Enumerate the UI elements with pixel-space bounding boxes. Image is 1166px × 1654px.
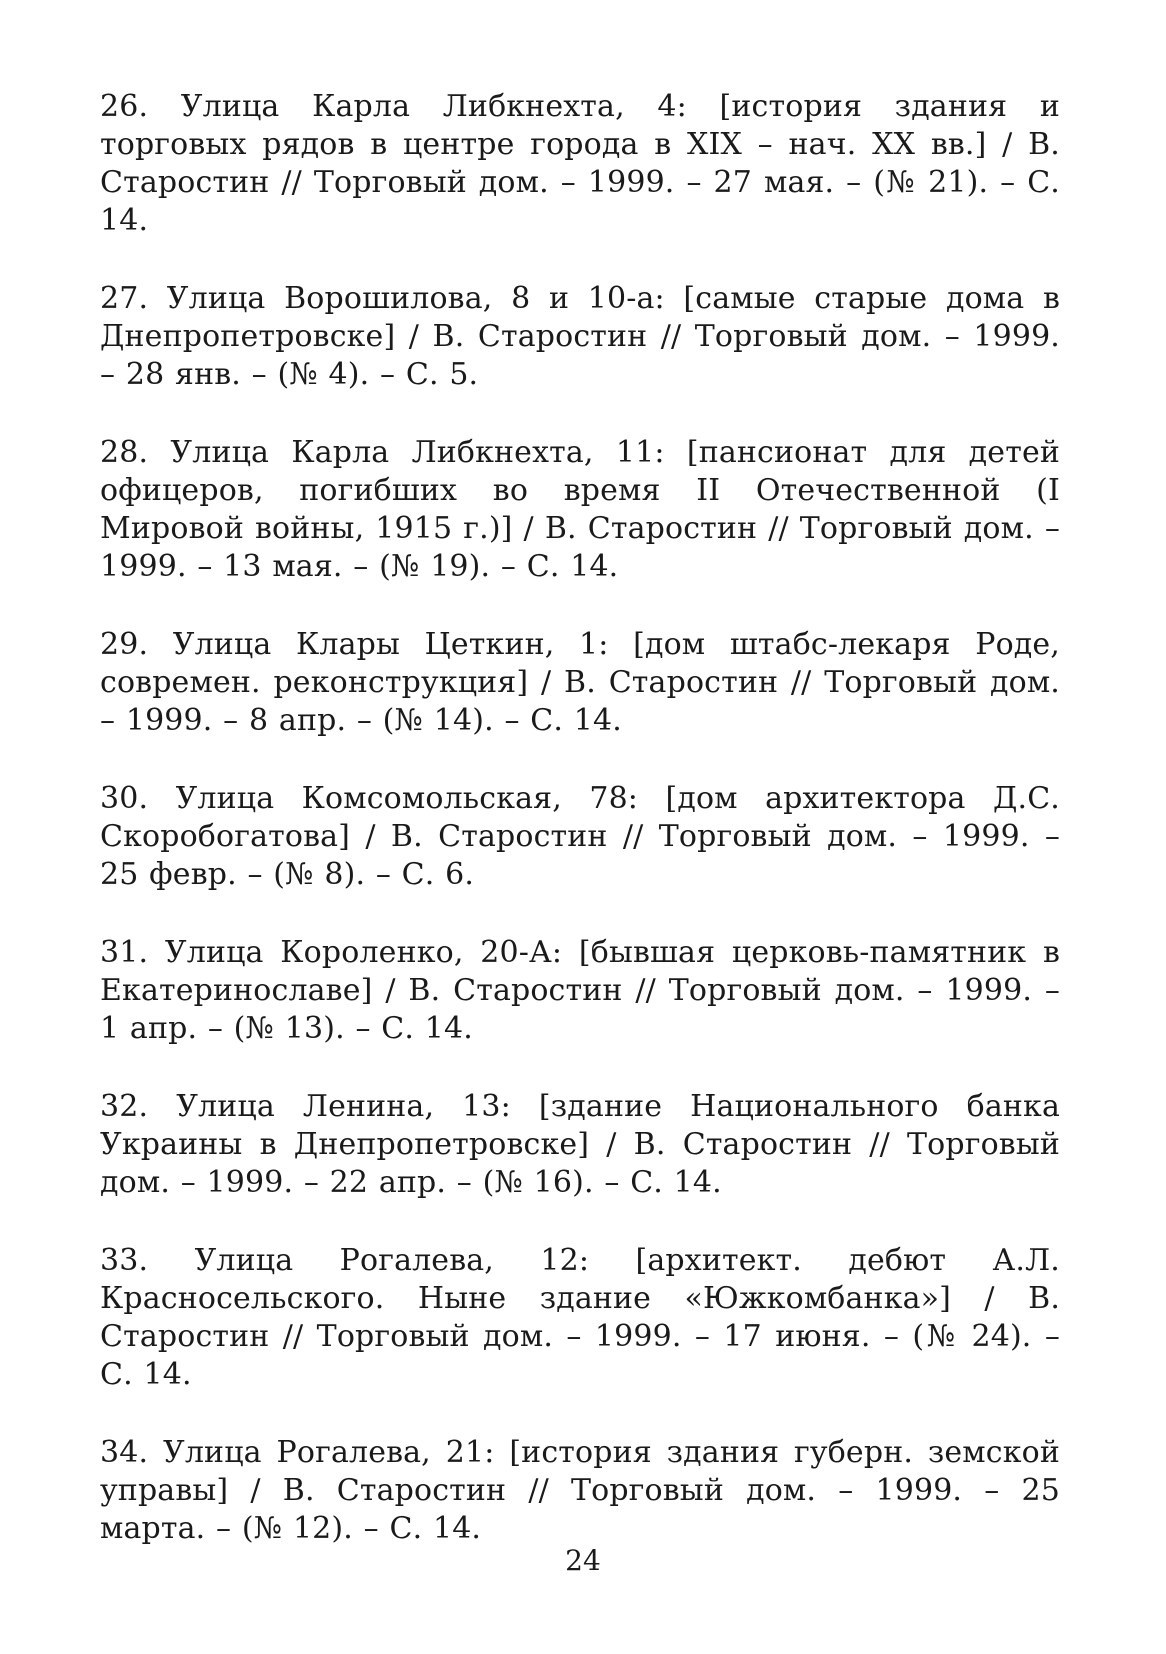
bibliography-entry-31: 31. Улица Короленко, 20-А: [бывшая церковь-памятник в Екатеринославе] / В. Старостин // Торговый дом. – 1999. – 1 апр. – (№ 13). – С. 14. — [100, 935, 1060, 1046]
bibliography-list — [100, 88, 1060, 1548]
bibliography-entry-32: 32. Улица Ленина, 13: [здание Национального банка Украины в Днепропетровске] / В. Старостин // Торговый дом. – 1999. – 22 апр. – (№ 16). – С. 14. — [100, 1089, 1060, 1200]
bibliography-entry-28: 28. Улица Карла Либкнехта, 11: [пансионат для детей офицеров, погибших во время II Отечественной (I Мировой войны, 1915 г.)] / В. Старостин // Торговый дом. – 1999. – 13 мая. – (№ 19). – С. 14. — [100, 435, 1060, 584]
bibliography-entry-30: 30. Улица Комсомольская, 78: [дом архитектора Д.С. Скоробогатова] / В. Старостин // Торговый дом. – 1999. – 25 февр. – (№ 8). – С. 6. — [100, 781, 1060, 892]
bibliography-entry-26: 26. Улица Карла Либкнехта, 4: [история здания и торговых рядов в центре города в XIX – нач. XX вв.] / В. Старостин // Торговый дом. – 1999. – 27 мая. – (№ 21). – С. 14. — [100, 89, 1060, 238]
bibliography-entry-33: 33. Улица Рогалева, 12: [архитект. дебют А.Л. Красносельского. Ныне здание «Южкомбанка»] / В. Старостин // Торговый дом. – 1999. – 17 июня. – (№ 24). – С. 14. — [100, 1243, 1060, 1392]
page-number: 24 — [565, 1544, 601, 1577]
bibliography-entry-29: 29. Улица Клары Цеткин, 1: [дом штабс-лекаря Роде, современ. реконструкция] / В. Старостин // Торговый дом. – 1999. – 8 апр. – (№ 14). – С. 14. — [100, 627, 1060, 738]
bibliography-entry-27: 27. Улица Ворошилова, 8 и 10-а: [самые старые дома в Днепропетровске] / В. Старостин // Торговый дом. – 1999. – 28 янв. – (№ 4). – С. 5. — [100, 281, 1060, 392]
bibliography-entry-34: 34. Улица Рогалева, 21: [история здания губерн. земской управы] / В. Старостин // Торговый дом. – 1999. – 25 марта. – (№ 12). – С. 14. — [100, 1435, 1060, 1546]
